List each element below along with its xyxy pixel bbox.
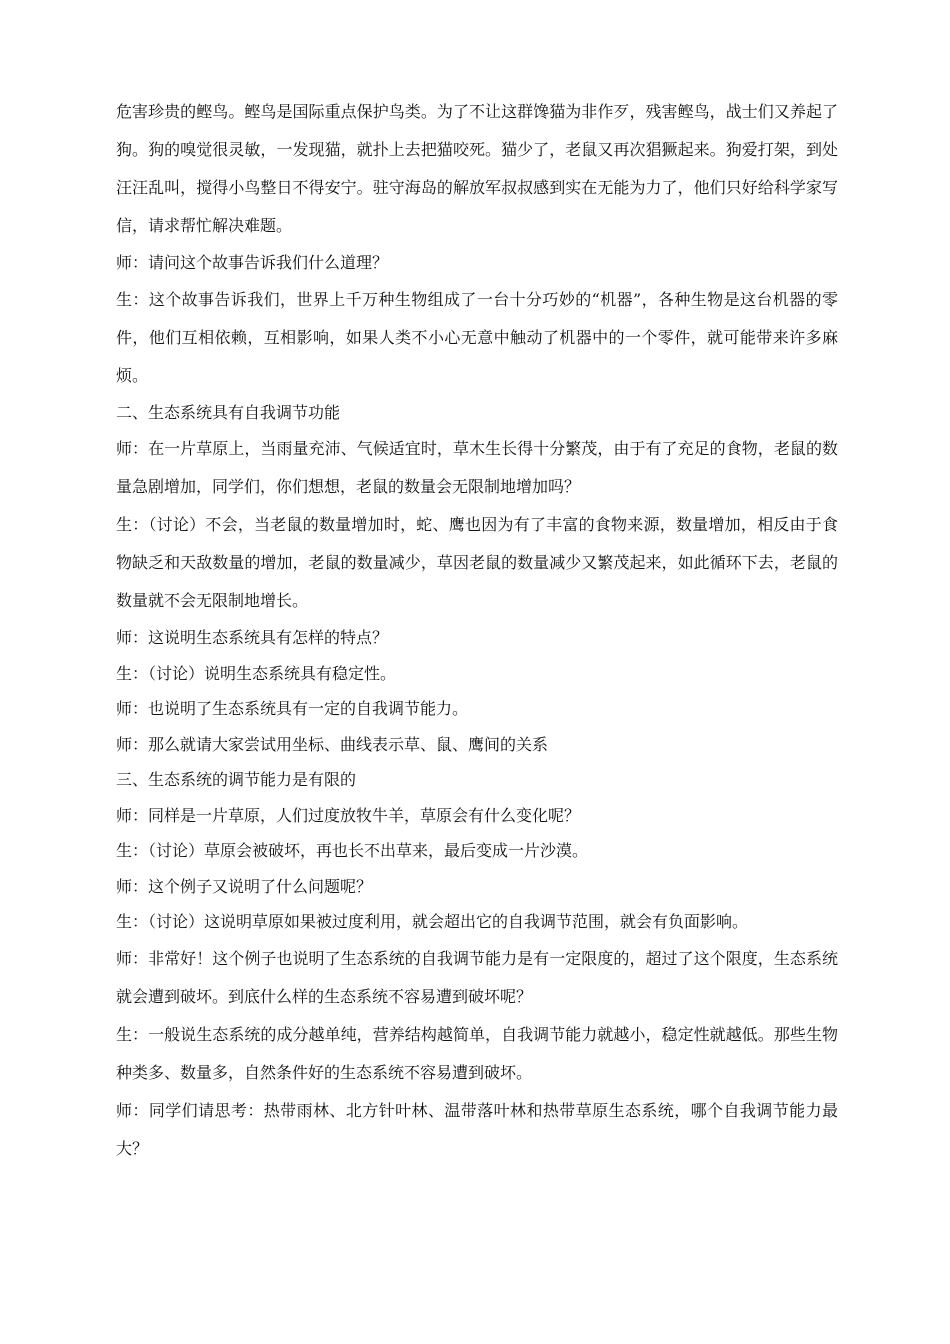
teacher-statement: 师：那么就请大家尝试用坐标、曲线表示草、鼠、鹰间的关系 — [116, 734, 549, 754]
teacher-statement: 师：也说明了生态系统具有一定的自我调节能力。 — [116, 699, 469, 718]
student-answer: 生：这个故事告诉我们，世界上千万种生物组成了一台十分巧妙的“机器”，各种生物是这台机器的零件，他们互相依赖，互相影响，如果人类不小心无意中触动了机器中的一个零件，就可能带来许多麻烦。 — [116, 289, 838, 385]
document-body — [116, 93, 838, 1168]
teacher-question: 师：这个例子又说明了什么问题呢？ — [116, 876, 373, 896]
section-heading-3: 三、生态系统的调节能力是有限的 — [116, 770, 357, 789]
student-answer: 生：（讨论）这说明草原如果被过度利用，就会超出它的自我调节范围，就会有负面影响。 — [116, 912, 749, 931]
student-answer: 生：（讨论）说明生态系统具有稳定性。 — [116, 663, 397, 683]
teacher-question: 师：同学们请思考：热带雨林、北方针叶林、温带落叶林和热带草原生态系统，哪个自我调节能力最大？ — [116, 1100, 838, 1158]
teacher-question: 师：同样是一片草原，人们过度放牧牛羊，草原会有什么变化呢？ — [116, 805, 581, 825]
student-answer: 生：（讨论）不会，当老鼠的数量增加时，蛇、鹰也因为有了丰富的食物来源，数量增加，相反由于食物缺乏和天敌数量的增加，老鼠的数量减少，草因老鼠的数量减少又繁茂起来，如此循环下去，老鼠的数量就不会无限制地增长。 — [116, 515, 838, 610]
teacher-statement: 师：非常好！这个例子也说明了生态系统的自我调节能力是有一定限度的，超过了这个限度，生态系统就会遭到破坏。到底什么样的生态系统不容易遭到破坏呢？ — [116, 948, 838, 1006]
section-heading-2: 二、生态系统具有自我调节功能 — [116, 402, 341, 422]
student-answer: 生：一般说生态系统的成分越单纯，营养结构越简单，自我调节能力就越小，稳定性就越低。那些生物种类多、数量多，自然条件好的生态系统不容易遭到破坏。 — [116, 1024, 838, 1082]
story-paragraph: 危害珍贵的鲣鸟。鲣鸟是国际重点保护鸟类。为了不让这群馋猫为非作歹，残害鲣鸟，战士们又养起了狗。狗的嗅觉很灵敏，一发现猫，就扑上去把猫咬死。猫少了，老鼠又再次猖獗起来。狗爱打架，到处汪汪乱叫，搅得小鸟整日不得安宁。驻守海岛的解放军叔叔感到实在无能为力了，他们只好给科学家写信，请求帮忙解决难题。 — [116, 102, 838, 235]
teacher-question: 师：这说明生态系统具有怎样的特点？ — [116, 628, 389, 647]
teacher-question: 师：在一片草原上，当雨量充沛、气候适宜时，草木生长得十分繁茂，由于有了充足的食物，老鼠的数量急剧增加，同学们，你们想想，老鼠的数量会无限制地增加吗？ — [116, 439, 838, 496]
student-answer: 生：（讨论）草原会被破坏，再也长不出草来，最后变成一片沙漠。 — [116, 841, 589, 860]
teacher-question: 师：请问这个故事告诉我们什么道理？ — [116, 253, 389, 272]
